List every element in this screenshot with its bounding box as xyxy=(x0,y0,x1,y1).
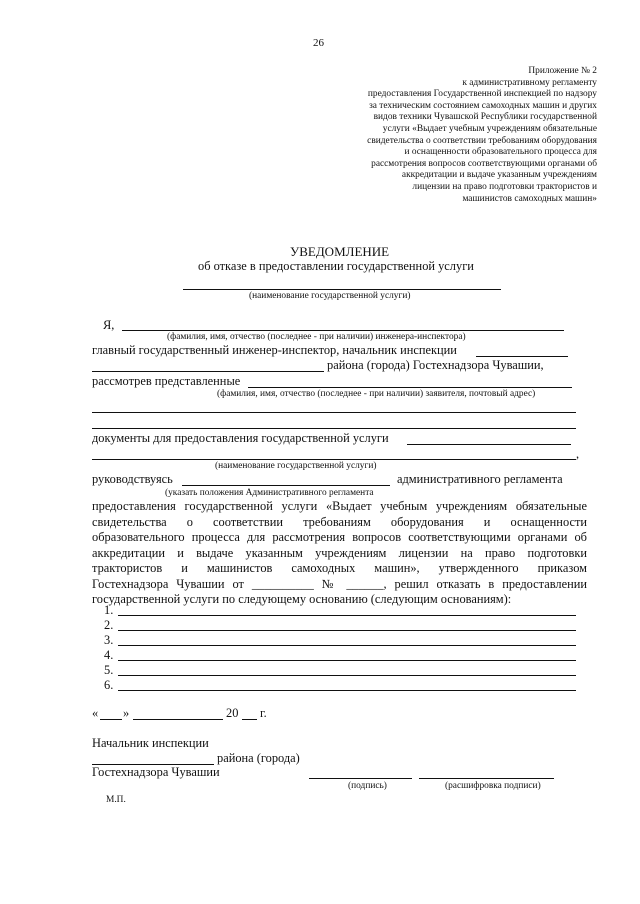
appendix-line: за техническим состоянием самоходных машин и других xyxy=(369,100,597,111)
document-title: УВЕДОМЛЕНИЕ xyxy=(290,244,390,259)
appendix-line: лицензии на право подготовки трактористов и xyxy=(412,181,597,192)
signature-decode-hint: (расшифровка подписи) xyxy=(445,781,541,791)
reason-number: 3. xyxy=(104,633,114,647)
page-number: 26 xyxy=(313,37,324,49)
i-prefix: Я, xyxy=(103,318,115,332)
applicant-hint: (фамилия, имя, отчество (последнее - при наличии) заявителя, почтовый адрес) xyxy=(217,389,536,399)
service-name-hint: (наименование государственной услуги) xyxy=(249,291,411,301)
reason-number: 1. xyxy=(104,603,114,617)
reason-number: 4. xyxy=(104,648,114,662)
date-year-prefix: 20 xyxy=(226,706,239,720)
paragraph-line: свидетельства о соответствии требованиям оборудования и оснащенности xyxy=(92,514,587,529)
guided-by-text: руководствуясь xyxy=(92,472,173,486)
paragraph-line: государственной услуги по следующему основанию (следующим основаниям): xyxy=(92,592,512,606)
appendix-line: к административному регламенту xyxy=(462,77,597,88)
reason-number: 6. xyxy=(104,678,114,692)
service-name-line-2 xyxy=(92,459,576,460)
reason-line xyxy=(118,690,576,691)
paragraph-line: Гостехнадзора Чувашии от __________ № ______, решил отказать в предоставлении xyxy=(92,576,587,591)
regulation-provisions-hint: (указать положения Административного регламента xyxy=(165,488,374,498)
reason-line xyxy=(118,675,576,676)
guided-by-line xyxy=(182,485,390,486)
paragraph-line: предоставления государственной услуги «Выдает учебным учреждениям обязательные xyxy=(92,499,587,513)
reason-line xyxy=(118,660,576,661)
stamp-label: М.П. xyxy=(106,795,126,805)
document-subtitle: об отказе в предоставлении государственной услуги xyxy=(198,259,474,273)
applicant-line xyxy=(248,387,572,388)
appendix-line: предоставления Государственной инспекцией по надзору xyxy=(367,89,597,100)
appendix-line: и оснащенности образовательного процесса для xyxy=(404,147,597,158)
date-day-line xyxy=(100,719,122,720)
appendix-line: аккредитации и выдаче указанным учреждениям xyxy=(401,170,597,181)
appendix-line: свидетельства о соответствии требованиям оборудования xyxy=(367,135,597,146)
head-of-inspection: Начальник инспекции xyxy=(92,736,209,750)
comma: , xyxy=(576,447,580,461)
appendix-line: машинистов самоходных машин» xyxy=(462,193,597,204)
paragraph-line: образовательного процесса для рассмотрения вопросов соответствующими органами об xyxy=(92,530,587,544)
appendix-line: рассмотрения вопросов соответствующими органами об xyxy=(371,158,597,169)
reason-number: 2. xyxy=(104,618,114,632)
main-paragraph xyxy=(92,499,587,608)
chief-inspector-text: главный государственный инженер-инспектор, начальник инспекции xyxy=(92,343,457,357)
district-city-text: района (города) xyxy=(217,751,300,765)
reason-line xyxy=(118,615,576,616)
appendix-block xyxy=(367,66,597,205)
reason-number: 5. xyxy=(104,663,114,677)
appendix-line: услуги «Выдает учебным учреждениям обязательные xyxy=(382,123,597,134)
inspector-name-line xyxy=(122,330,564,331)
signature-decode-line xyxy=(419,778,554,779)
appendix-line: видов техники Чувашской Республики государственной xyxy=(373,112,597,123)
inspection-line xyxy=(476,356,568,357)
paragraph-line: аккредитации и выдаче указанным учреждениям лицензии на право подготовки xyxy=(92,545,587,560)
district-line xyxy=(92,371,324,372)
documents-line xyxy=(407,444,571,445)
gostech-text: Гостехнадзора Чувашии xyxy=(92,765,220,779)
having-reviewed-text: рассмотрев представленные xyxy=(92,374,241,388)
signature-line xyxy=(309,778,412,779)
date-year-line xyxy=(242,719,257,720)
appendix-line: Приложение № 2 xyxy=(528,66,597,76)
applicant-line-3 xyxy=(92,428,576,429)
date-open-quote: « xyxy=(92,706,99,720)
applicant-line-2 xyxy=(92,412,576,413)
inspector-name-hint: (фамилия, имя, отчество (последнее - при наличии) инженера-инспектора) xyxy=(167,332,466,342)
district-gostech-text: района (города) Гостехнадзора Чувашии, xyxy=(327,358,544,372)
reason-line xyxy=(118,645,576,646)
date-year-suffix: г. xyxy=(260,706,267,720)
paragraph-line: трактористов и машинистов самоходных машин», утвержденного приказом xyxy=(92,561,587,575)
documents-for-text: документы для предоставления государственной услуги xyxy=(92,431,389,445)
service-name-line xyxy=(183,289,501,290)
service-name-hint-2: (наименование государственной услуги) xyxy=(215,461,377,471)
admin-regulation-text: административного регламента xyxy=(397,472,563,486)
reason-line xyxy=(118,630,576,631)
signature-hint: (подпись) xyxy=(348,781,387,791)
date-close-quote: » xyxy=(123,706,130,720)
date-month-line xyxy=(133,719,223,720)
